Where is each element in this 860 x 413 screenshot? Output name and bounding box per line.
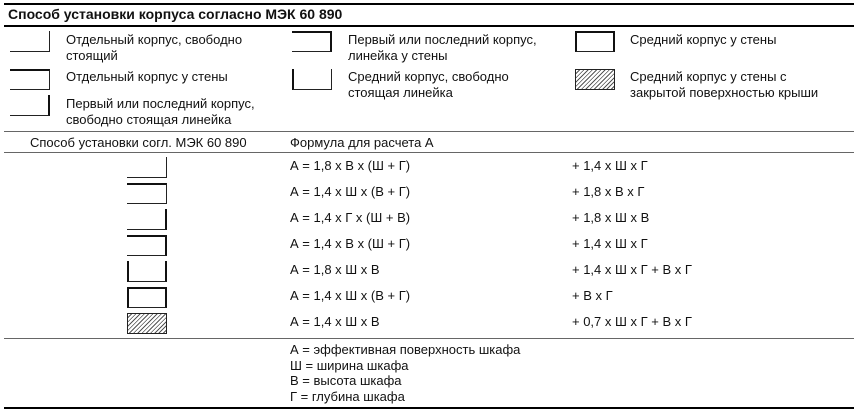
middle-wall-covered-roof-icon xyxy=(575,69,615,90)
legend-item-first-last-freestanding-row: Первый или последний корпус, свободно стоящая линейка xyxy=(66,96,255,127)
table-row-formula: А = 1,4 х Г х (Ш + В) xyxy=(290,210,411,225)
first-last-freestanding-row-icon xyxy=(10,95,50,116)
page-title: Способ установки корпуса согласно МЭК 60 890 xyxy=(8,6,343,22)
single-wall-icon xyxy=(127,183,167,204)
table-row-addition: + 1,8 х Ш х В xyxy=(572,210,650,225)
table-row-formula: А = 1,8 х В х (Ш + Г) xyxy=(290,158,411,173)
middle-wall-icon xyxy=(575,31,615,52)
single-wall-icon xyxy=(10,69,50,90)
column-header-method: Способ установки согл. МЭК 60 890 xyxy=(30,135,247,150)
table-row-addition: + В х Г xyxy=(572,288,613,303)
first-last-freestanding-row-icon xyxy=(127,209,167,230)
legend-item-freestanding-single: Отдельный корпус, свободно стоящий xyxy=(66,32,243,63)
table-row-addition: + 0,7 х Ш х Г + В х Г xyxy=(572,314,692,329)
rows-bottom-rule xyxy=(4,338,854,339)
table-row-addition: + 1,8 х В х Г xyxy=(572,184,645,199)
table-row-formula: А = 1,4 х Ш х (В + Г) xyxy=(290,184,411,199)
definition-area: А = эффективная поверхность шкафа xyxy=(290,342,521,357)
table-row-formula: А = 1,4 х Ш х В xyxy=(290,314,380,329)
middle-freestanding-row-icon xyxy=(127,261,167,282)
table-row-formula: А = 1,4 х Ш х (В + Г) xyxy=(290,288,411,303)
middle-wall-covered-roof-icon xyxy=(127,313,167,334)
table-row-formula: А = 1,4 х В х (Ш + Г) xyxy=(290,236,411,251)
legend-bottom-rule xyxy=(4,131,854,132)
table-row-addition: + 1,4 х Ш х Г xyxy=(572,236,648,251)
legend-item-single-wall: Отдельный корпус у стены xyxy=(66,69,228,84)
table-row-addition: + 1,4 х Ш х Г xyxy=(572,158,648,173)
definition-depth: Г = глубина шкафа xyxy=(290,388,405,404)
legend-item-middle-wall-covered-roof: Средний корпус у стены с закрытой поверхностью крыши xyxy=(630,69,819,100)
legend-item-first-last-wall-row: Первый или последний корпус, линейка у стены xyxy=(348,32,537,63)
middle-freestanding-row-icon xyxy=(292,69,332,90)
table-row-formula: А = 1,8 х Ш х В xyxy=(290,262,380,277)
definitions xyxy=(290,342,520,404)
bottom-rule xyxy=(4,407,854,409)
freestanding-single-icon xyxy=(127,157,167,178)
definition-width: Ш = ширина шкафа xyxy=(290,357,409,373)
first-last-wall-row-icon xyxy=(292,31,332,52)
legend-item-middle-wall: Средний корпус у стены xyxy=(630,32,777,47)
freestanding-single-icon xyxy=(10,31,50,52)
first-last-wall-row-icon xyxy=(127,235,167,256)
column-header-formula: Формула для расчета А xyxy=(290,135,434,150)
header-bottom-rule xyxy=(4,152,854,153)
title-rule xyxy=(4,25,854,27)
definition-height: В = высота шкафа xyxy=(290,373,402,388)
middle-wall-icon xyxy=(127,287,167,308)
table-row-addition: + 1,4 х Ш х Г + В х Г xyxy=(572,262,692,277)
legend-item-middle-freestanding-row: Средний корпус, свободно стоящая линейка xyxy=(348,69,509,100)
